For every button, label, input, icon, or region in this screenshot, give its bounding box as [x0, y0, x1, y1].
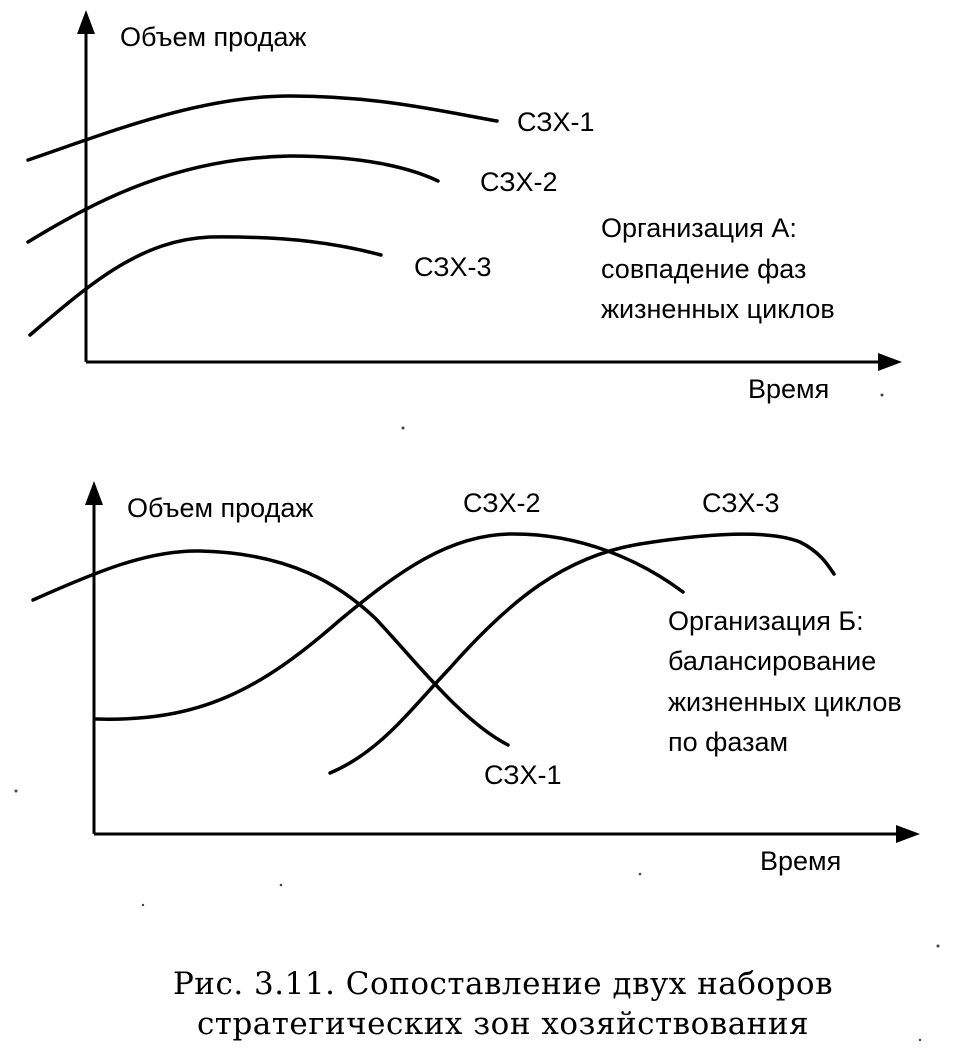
panel-a-y-axis-label: Объем продаж: [120, 22, 307, 52]
panel-b: [33, 481, 920, 876]
panel-b-y-axis-label: Объем продаж: [127, 493, 314, 523]
panel-b-curve-szh-2: [96, 534, 683, 719]
panel-b-note-line-1: Организация Б:: [668, 606, 864, 636]
figure-caption: [173, 966, 833, 1042]
panel-b-curve-szh-1: [33, 551, 508, 745]
caption-line-2: стратегических зон хозяйствования: [196, 1006, 810, 1042]
panel-b-curve-label-3: СЗХ-3: [702, 488, 780, 518]
panel-a-note-line-1: Организация А:: [601, 213, 797, 243]
panel-b-y-arrow-icon: [85, 481, 103, 505]
panel-b-curve-label-2: СЗХ-2: [463, 488, 541, 518]
panel-b-x-axis-label: Время: [760, 846, 842, 876]
panel-a-curve-szh-1: [28, 96, 497, 160]
panel-b-note-line-2: балансирование: [668, 646, 877, 676]
panel-a-curve-label-2: СЗХ-2: [480, 167, 558, 197]
caption-line-1: Рис. 3.11. Сопоставление двух наборов: [172, 966, 834, 1002]
panel-a-curve-label-3: СЗХ-3: [414, 252, 492, 282]
panel-b-x-arrow-icon: [896, 825, 920, 843]
panel-a-curve-label-1: СЗХ-1: [517, 107, 595, 137]
panel-b-note-line-4: по фазам: [668, 727, 789, 757]
panel-a-curve-szh-3: [30, 237, 381, 335]
panel-a-x-axis-label: Время: [748, 374, 830, 404]
panel-a-note-line-3: жизненных циклов: [601, 294, 835, 324]
panel-b-curve-label-1: СЗХ-1: [484, 760, 562, 790]
panel-a-y-arrow-icon: [77, 10, 95, 34]
panel-a-note-line-2: совпадение фаз: [601, 254, 807, 284]
panel-b-note-line-3: жизненных циклов: [668, 687, 902, 717]
panel-a: [28, 10, 902, 404]
panel-a-curve-szh-2: [28, 156, 438, 242]
panel-a-x-arrow-icon: [878, 353, 902, 371]
